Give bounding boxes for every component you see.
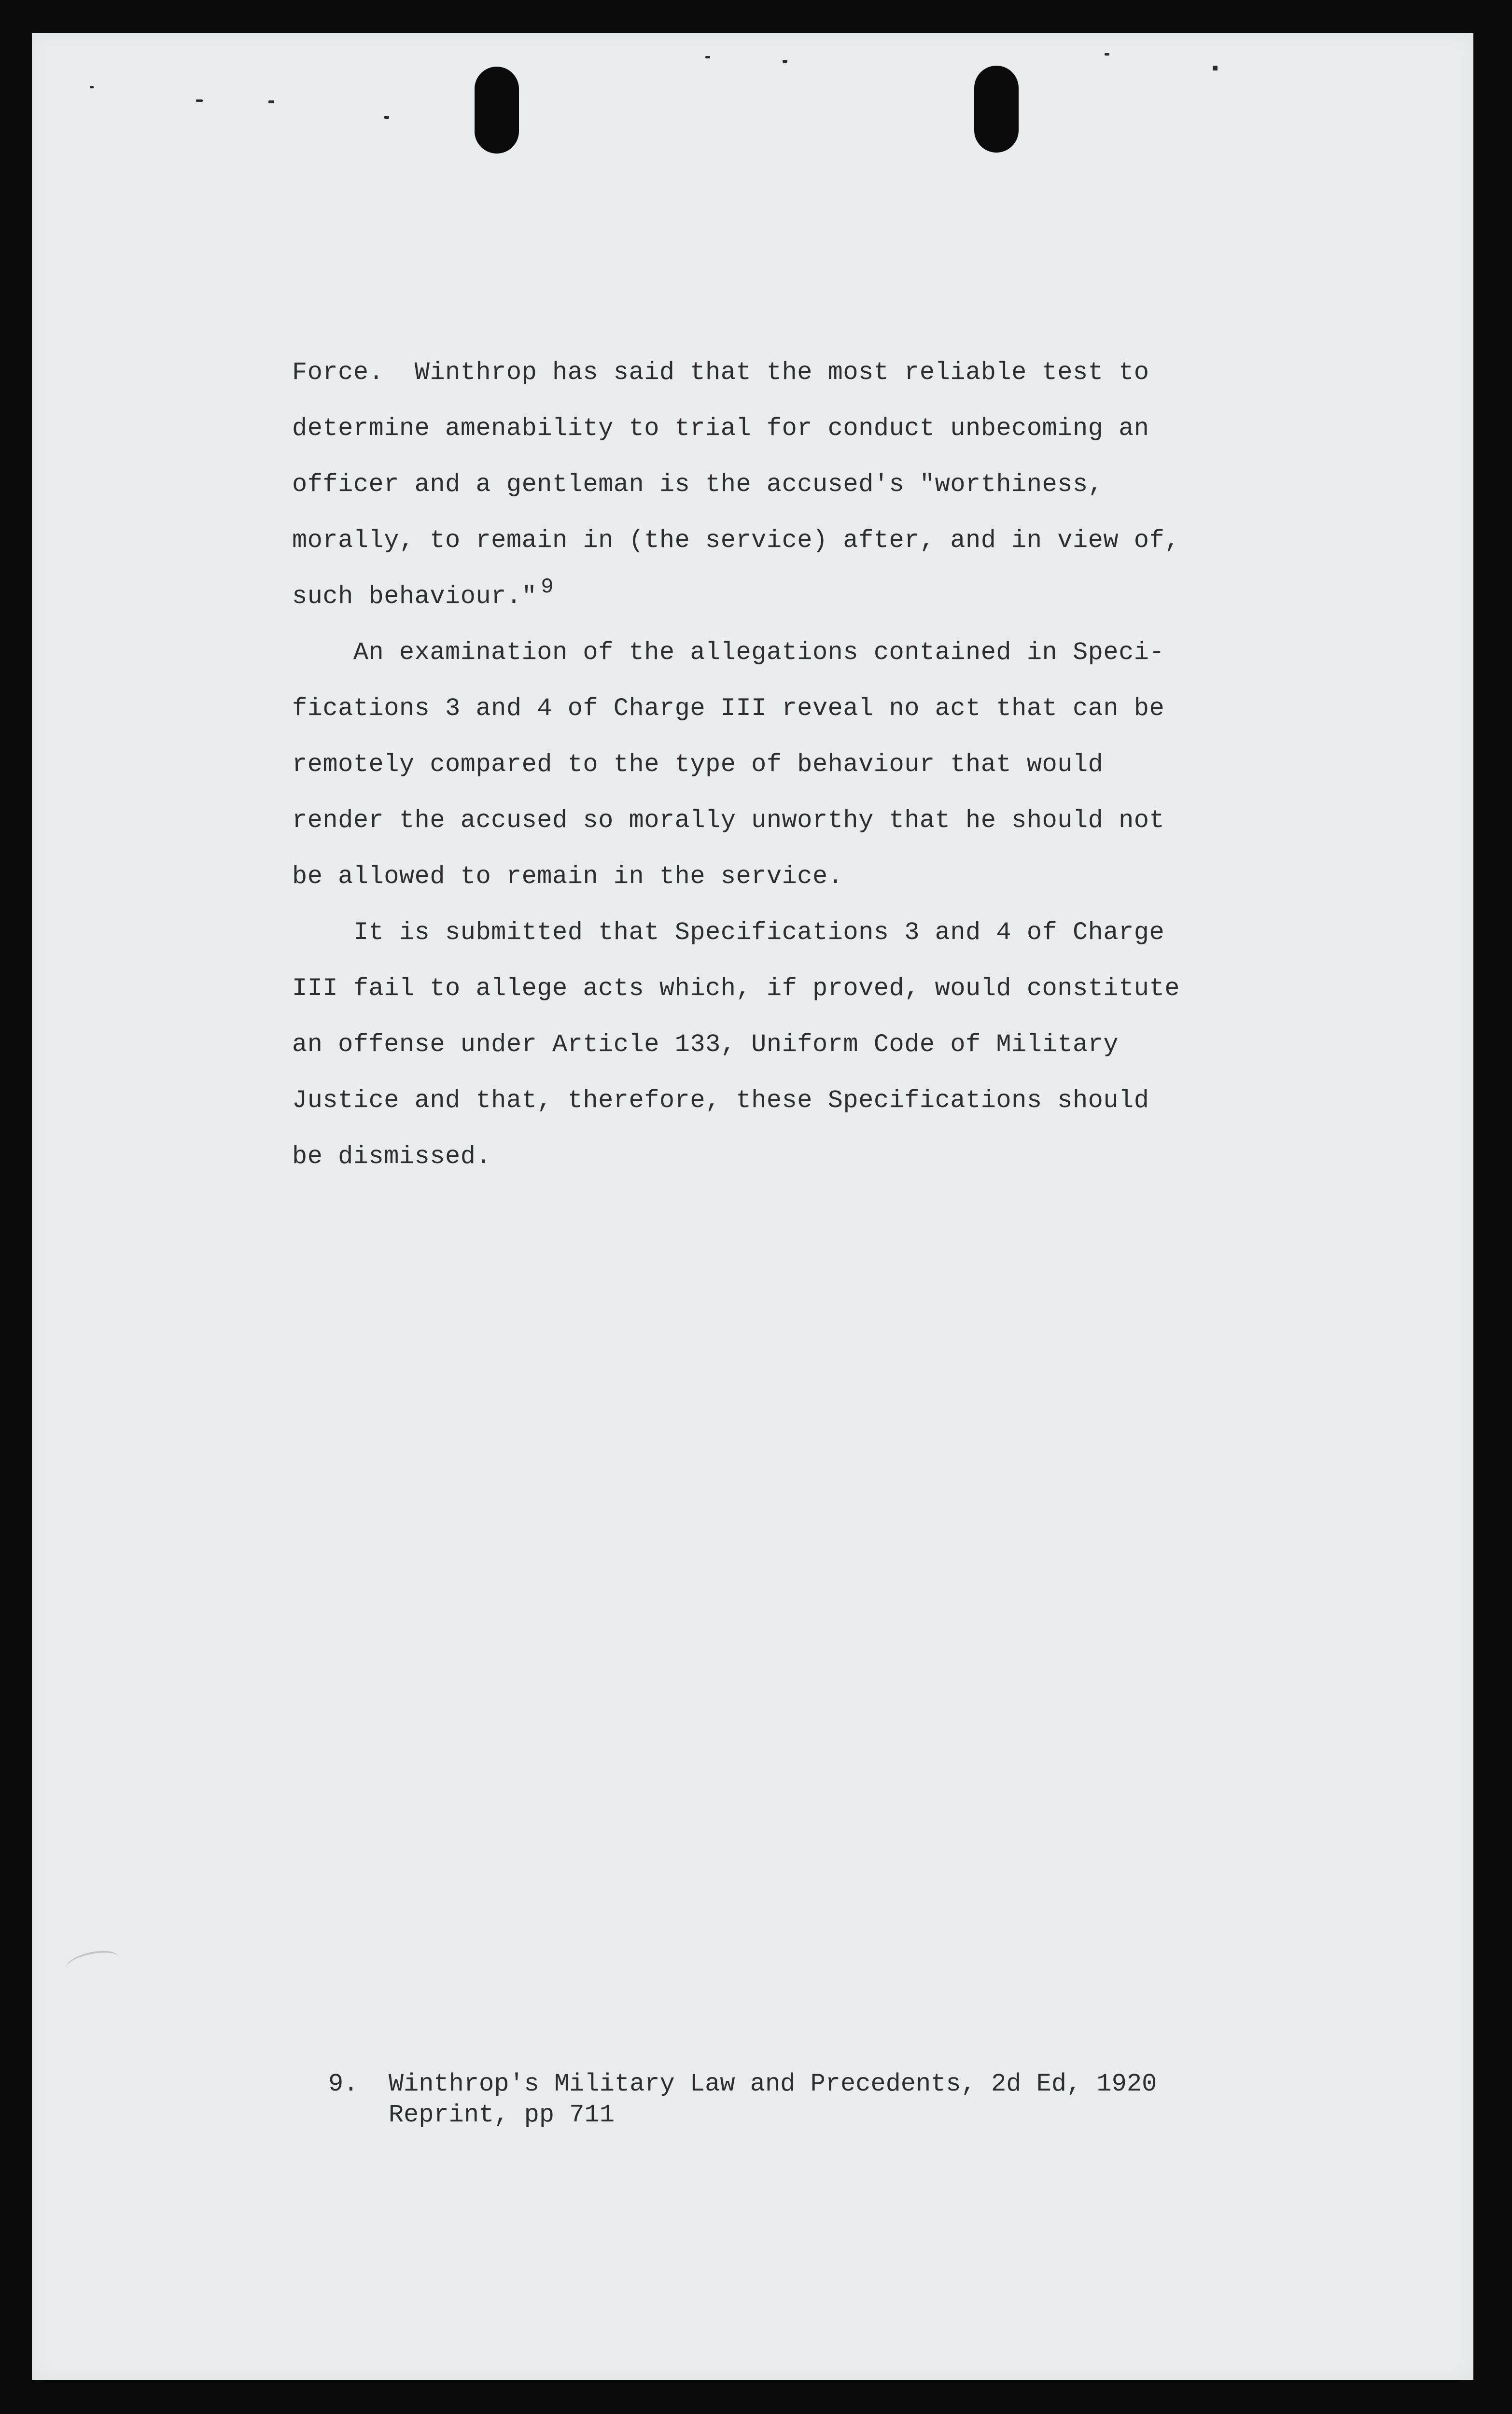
text-line: morally, to remain in (the service) after, and in view of, — [292, 526, 1180, 555]
text-line: III fail to allege acts which, if proved, would constitute — [292, 974, 1180, 1003]
text-line: be allowed to remain in the service. — [292, 862, 843, 891]
text-line: It is submitted that Specifications 3 and 4 of Charge — [292, 918, 1165, 947]
text-line: Force. Winthrop has said that the most reliable test to — [292, 358, 1149, 387]
paper-speck — [90, 86, 94, 88]
text-line: remotely compared to the type of behaviour that would — [292, 750, 1104, 779]
footnote-reference: 9 — [541, 575, 554, 599]
text-line-with-footnote — [292, 569, 1233, 625]
text-line: fications 3 and 4 of Charge III reveal no act that can be — [292, 694, 1165, 723]
paper-speck — [705, 56, 710, 58]
text-line: determine amenability to trial for conduct unbecoming an — [292, 414, 1149, 443]
text-line: Justice and that, therefore, these Specifications should — [292, 1086, 1149, 1115]
text-line: officer and a gentleman is the accused's "worthiness, — [292, 470, 1104, 499]
margin-pencil-mark — [64, 1949, 120, 1977]
footnote-line: Reprint, pp 711 — [328, 2101, 615, 2129]
body-text — [292, 345, 1233, 1185]
punch-hole — [974, 66, 1019, 153]
text-line: such behaviour." — [292, 582, 537, 611]
text-line: render the accused so morally unworthy that he should not — [292, 806, 1165, 835]
paper-speck — [384, 116, 389, 119]
paper-speck — [196, 99, 203, 102]
paper-speck — [268, 100, 274, 103]
footnote-line: 9. Winthrop's Military Law and Precedents, 2d Ed, 1920 — [328, 2070, 1157, 2098]
punch-hole — [475, 67, 519, 154]
paper-speck — [1105, 53, 1109, 56]
text-line: be dismissed. — [292, 1142, 491, 1171]
footnote — [328, 2069, 1157, 2131]
text-line: an offense under Article 133, Uniform Code of Military — [292, 1030, 1119, 1059]
paper-speck — [1213, 66, 1218, 70]
text-line: An examination of the allegations contained in Speci- — [292, 638, 1165, 667]
paper-speck — [783, 60, 787, 63]
